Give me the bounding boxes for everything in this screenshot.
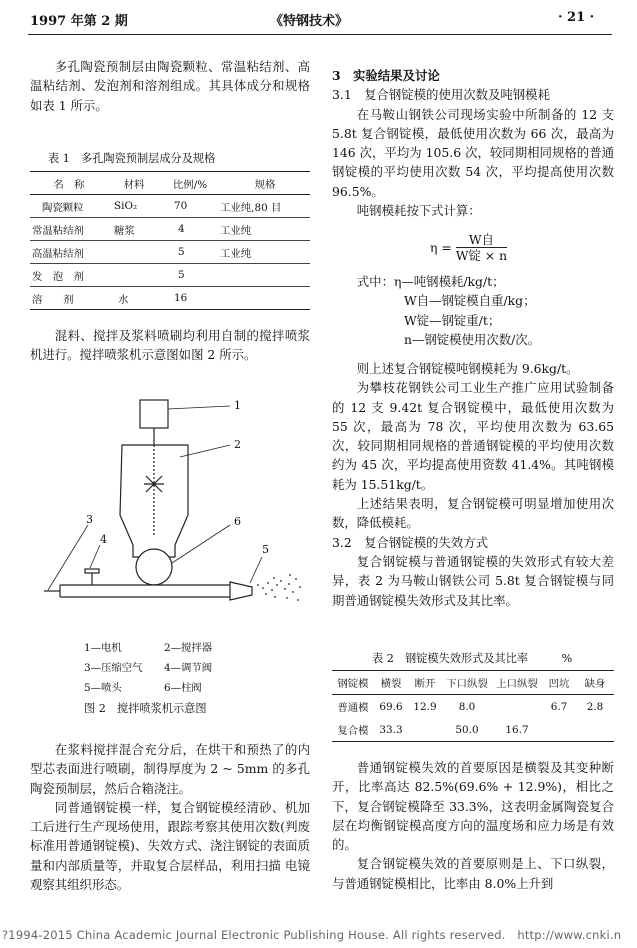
def-item: W自—钢锭模自重/kg； [404,293,536,309]
intro-paragraph: 多孔陶瓷预制层由陶瓷颗粒、常温粘结剂、高温粘结剂、发泡剂和溶剂组成。其具体成分和规格如表 1 所示。 [30,59,310,113]
right-top [332,66,614,220]
legend-row [84,638,284,658]
paragraph: 普通钢锭模失效的首要原因是横裂及其变种断开，比率高达 82.5%(69.6% + 12.9%)，相比之下，复合钢锭模降至 33.3%，这表明金属陶瓷复合层在均衡钢锭模高度方向的温度场和应力场是有效的。 [332,760,614,853]
page-number: · 21 · [558,10,595,25]
table-cell: 普通模 [337,702,369,714]
spray-mist [257,574,301,601]
table-cell: 常温粘结剂 [30,218,108,241]
formula-numerator: W自 [456,232,507,248]
table1 [30,171,310,310]
regulating-valve [85,569,99,573]
table-cell: 陶瓷颗粒 [42,201,84,214]
table-header-cell: 横裂 [374,671,408,695]
issue-label: 1997 年第 2 期 [30,14,128,29]
table-header-row [332,671,614,695]
def-intro: 式中：η—吨钢模耗/kg/t； [356,274,505,289]
legend-item: 6—柱阀 [164,682,202,694]
table-header-cell: 名 称 [30,172,108,195]
table-header-cell: 凹坑 [542,671,576,695]
table-cell: 水 [108,287,160,310]
table2-caption: 表 2 钢锭模失效形式及其比率 % [372,652,573,665]
table-cell: 50.0 [442,718,492,742]
table-cell: SiO₂ [114,200,138,212]
table-row [30,241,310,264]
callout-label: 1 [234,399,241,412]
spray-machine-diagram [30,385,310,615]
table-header-row [30,172,310,195]
left-mix [30,326,310,365]
table-cell: 6.7 [550,700,568,713]
table1-caption: 表 1 多孔陶瓷预制层成分及规格 [48,152,216,165]
callout-label: 3 [86,513,93,526]
legend-item: 2—搅拌器 [164,642,213,654]
formula-defs [332,272,614,349]
mix-paragraph: 混料、搅拌及浆料喷刷均利用自制的搅拌喷浆机进行。搅拌喷浆机示意图如图 2 所示。 [30,328,310,363]
table-cell: 8.0 [458,700,476,713]
table-header-cell: 比例/% [160,172,220,195]
plug-valve [136,549,172,585]
table-cell: 工业纯,80 目 [220,201,282,214]
table-cell [542,718,576,742]
table-cell: 溶 剂 [30,287,108,310]
table-row [30,218,310,241]
legend-item: 3—压缩空气 [84,662,143,674]
figure-caption: 图 2 搅拌喷浆机示意图 [84,702,207,715]
table-cell: 2.8 [586,700,604,713]
legend-item: 1—电机 [84,642,122,654]
paragraph: 复合钢锭模失效的首要原则是上、下口纵裂，与普通钢锭模相比，比率由 8.0%上升到 [332,856,614,891]
copyright-footer: ?1994-2015 China Academic Journal Electronic Publishing House. All rights reserved. http://www.cnki.n [2,928,622,942]
table-cell: 16 [160,287,220,310]
table-cell [576,718,614,742]
table-cell: 糖浆 [108,218,160,241]
left-body [30,740,310,894]
table-header-cell: 钢锭模 [332,671,374,695]
formula [430,232,507,263]
table-row [332,695,614,719]
formula-denominator: W锭 × n [455,248,508,263]
legend-row [84,678,284,698]
table-cell: 33.3 [374,718,408,742]
section-heading: 3 实验结果及讨论 [332,68,440,83]
left-intro [30,57,310,115]
legend-item: 5—喷头 [84,682,122,694]
table-cell: 复合模 [332,718,374,742]
paragraph: 吨钢模耗按下式计算： [356,203,481,219]
table-cell: 高温粘结剂 [30,241,108,264]
track-paragraph: 同普通钢锭模一样，复合钢锭模经清砂、机加工后进行生产现场使用，跟踪考察其使用次数(判废标准用普通钢锭模)、失效方式、浇注钢锭的表面质量和内部质量等，并取复合层样品，利用扫描 电镜观察其组织形态。 [30,799,310,893]
figure-legend [84,638,284,698]
callout-label: 2 [234,438,241,451]
subsection-heading: 3.1 复合钢锭模的使用次数及吨钢模耗 [332,87,550,103]
table-header-cell: 规格 [220,172,310,195]
legend-row [84,658,284,678]
header-rule [28,34,612,35]
table-cell: 4 [160,218,220,241]
table-header-cell: 断开 [408,671,442,695]
paragraph: 则上述复合钢锭模吨钢模耗为 9.6kg/t。 [356,361,579,376]
formula-fraction [456,232,507,263]
subsection-heading: 3.2 复合钢锭模的失效方式 [332,534,489,550]
table-cell [408,718,442,742]
paragraph: 为攀枝花钢铁公司工业生产推广应用试验制备的 12 支 9.42t 复合钢锭模中，最低使用次数为 55 次，最高为 78 次，平均使用次数为 63.65 次，较同期相同规格的普通钢锭模的平均使用次数约为 45 次，平均提高使用资数 41.4%。其吨钢模耗为 15.51kg/t。 [332,380,614,492]
right-mid [332,359,614,610]
table-row [30,195,310,218]
table-cell: 工业纯 [220,241,310,264]
journal-title: 《特钢技术》 [270,14,349,29]
table-header-cell: 上口纵裂 [492,671,542,695]
def-item: W锭—钢锭重/t； [404,312,501,328]
table-row [30,287,310,310]
table-cell [492,695,542,719]
callout-label: 5 [262,543,269,556]
table-header-cell: 缺身 [576,671,614,695]
callout-label: 4 [100,533,107,546]
table-cell [108,264,160,287]
paragraph: 上述结果表明，复合钢锭模可明显增加使用次数，降低模耗。 [332,496,614,531]
nozzle [230,582,252,600]
table-cell: 5 [160,241,220,264]
right-bottom [332,758,614,893]
table-cell [108,241,160,264]
table-cell: 发 泡 剂 [30,264,108,287]
paragraph: 在马鞍山钢铁公司现场实验中所制备的 12 支 5.8t 复合钢锭模，最低使用次数为 66 次，最高为 146 次，平均为 105.6 次，较同期相同规格的普通钢锭模的平均使用次数 54 次，平均提高使用次数 96.5%。 [332,106,614,199]
spray-paragraph: 在浆料搅拌混合充分后，在烘干和预热了的内型芯表面进行喷刷，制得厚度为 2 ~ 5mm 的多孔陶瓷预制层，然后合箱浇注。 [30,742,310,796]
paragraph: 复合钢锭模与普通钢锭模的失效形式有较大差异，表 2 为马鞍山钢铁公司 5.8t 复合钢锭模与同期普通钢锭模失效形式及其比率。 [332,553,614,608]
table-cell [220,287,310,310]
table-cell: 5 [160,264,220,287]
table2 [332,670,614,742]
table-cell: 16.7 [492,718,542,742]
table-cell: 69.6 [379,700,403,713]
callout-label: 6 [234,515,241,528]
table-cell: 工业纯 [220,218,310,241]
table-header-cell: 下口纵裂 [442,671,492,695]
formula-lhs: η = [430,240,452,255]
table-cell [220,264,310,287]
table-row [30,264,310,287]
def-item: n—钢锭模使用次数/次。 [404,331,541,347]
motor-box [140,400,168,428]
table-cell: 70 [174,200,188,212]
table-cell: 12.9 [413,700,437,713]
legend-item: 4—调节阀 [164,662,213,674]
table-header-cell: 材料 [108,172,160,195]
table-row [332,718,614,742]
